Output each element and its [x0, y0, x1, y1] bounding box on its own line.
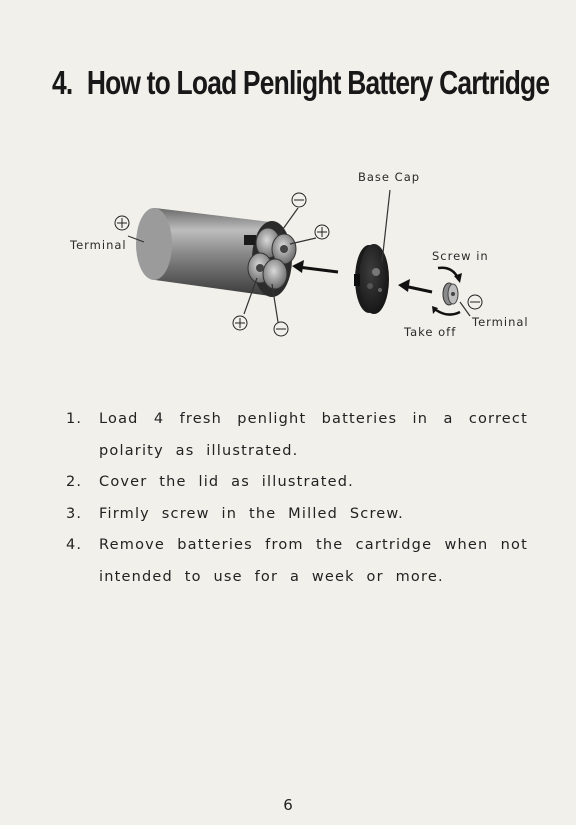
- minus-icon: [274, 322, 288, 336]
- plus-icon: [233, 316, 247, 330]
- step-text: Remove batteries from the cartridge when not intended to use for a week or more.: [99, 537, 528, 585]
- instruction-item: [66, 404, 528, 467]
- section-title: How to Load Penlight Battery Cartridge: [86, 64, 550, 101]
- step-number: 4.: [66, 537, 83, 553]
- minus-icon: [468, 295, 482, 309]
- instruction-item: [66, 467, 528, 499]
- base-cap-label: Base Cap: [358, 170, 421, 184]
- screw-in-label: Screw in: [432, 249, 489, 263]
- page-title: [52, 64, 550, 102]
- step-text: Firmly screw in the Milled Screw.: [99, 505, 404, 522]
- terminal-label-left: Terminal: [70, 238, 127, 252]
- cartridge-illustration: [60, 160, 540, 360]
- instruction-item: [66, 530, 528, 593]
- take-off-label: Take off: [404, 325, 457, 339]
- minus-icon: [292, 193, 306, 207]
- insert-arrow: [292, 260, 338, 273]
- terminal-label-right: Terminal: [472, 315, 529, 329]
- plus-icon: [315, 225, 329, 239]
- step-text: Load 4 fresh penlight batteries in a correct polarity as illustrated.: [99, 411, 528, 459]
- step-number: 2.: [66, 474, 83, 490]
- step-number: 3.: [66, 505, 83, 522]
- plus-icon: [115, 216, 129, 230]
- page-number: 6: [283, 796, 293, 814]
- base-cap: [354, 244, 389, 314]
- step-number: 1.: [66, 411, 83, 427]
- step-text: Cover the lid as illustrated.: [99, 474, 354, 490]
- milled-screw: [443, 283, 458, 305]
- section-number: 4.: [52, 64, 73, 101]
- instruction-list: [66, 404, 528, 593]
- screw-arrow: [398, 279, 432, 292]
- instruction-item: [66, 499, 528, 531]
